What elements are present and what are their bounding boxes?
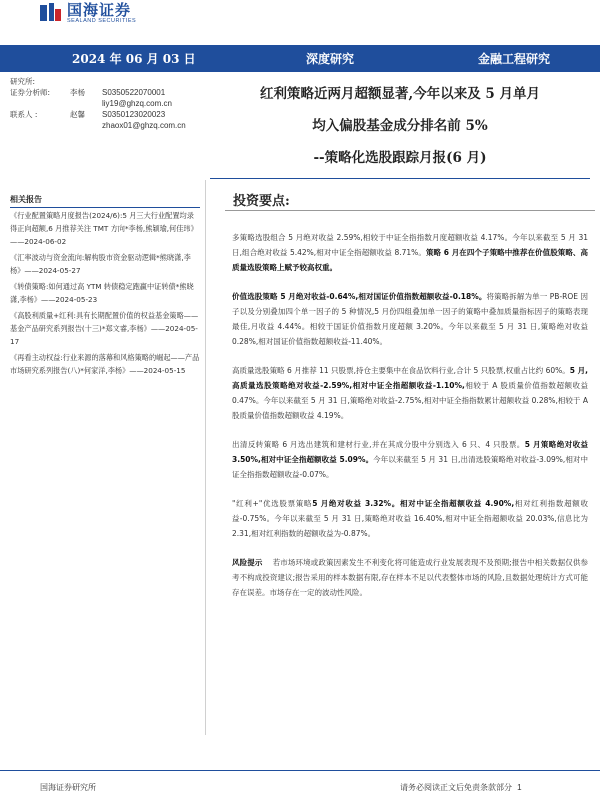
text-run: 多策略选股组合 5 月绝对收益 2.59%,相较于中证全指指数月度超额收益 4.17%。今年以来截至 5 月 31 日,组合绝对收益 5.42%,相对中证全指超额收益 8.71%。 <box>232 233 588 257</box>
header-banner <box>0 45 600 72</box>
analyst-label: 证券分析师: <box>10 88 51 97</box>
text-run: 出清反转策略 6 月选出建筑和建材行业,并在其成分股中分别选入 6 只、4 只股票。 <box>232 440 525 449</box>
logo-mark-icon <box>40 3 62 23</box>
analyst-name: 李杨 <box>70 88 85 97</box>
page-number: 1 <box>517 783 522 792</box>
text-run-bold: 5 月,高质量选股策略绝对收益-2.59%,相对中证全指超额收益-1.10%, <box>232 366 588 390</box>
column-divider <box>205 180 206 735</box>
text-run-bold: 5 月策略绝对收益 3.50%,相对中证全指超额收益 5.09%。 <box>232 440 588 464</box>
text-run: 高质量选股策略 6 月推荐 11 只股票,持仓主要集中在食品饮料行业,合计 5 只股票,权重占比约 60%。 <box>232 366 570 375</box>
analyst-cert: S0350123020023 <box>102 110 166 119</box>
analyst-row <box>10 109 200 120</box>
report-body <box>232 230 588 614</box>
analyst-block <box>10 76 200 131</box>
risk-label: 风险提示 <box>232 558 263 567</box>
footer-institute: 国海证券研究所 <box>40 783 96 792</box>
related-reports-heading: 相关报告 <box>10 194 200 208</box>
analyst-email[interactable]: zhaox01@ghzq.com.cn <box>102 121 186 130</box>
brand-name-cn: 国海证券 <box>67 1 132 19</box>
title-line-3: --策略化选股跟踪月报(6 月) <box>313 150 487 166</box>
title-line-1: 红利策略近两月超额显著,今年以来及 5 月单月 <box>260 86 540 102</box>
brand-name-en: SEALAND SECURITIES <box>67 18 137 24</box>
paragraph-quality-strategy <box>232 363 588 423</box>
analyst-row <box>10 87 200 98</box>
report-date: 2024 年 06 月 03 日 <box>72 52 196 66</box>
risk-text: 若市场环境或政策因素发生不利变化将可能造成行业发展表现不及预期;报告中相关数据仅供参考不构成投资建议;报告采用的样本数据有限,存在样本不足以代表整体市场的风险,且数据处理统计方式可能存在误差。市场存在一定的波动性风险。 <box>232 558 588 597</box>
brand-logo <box>40 2 136 24</box>
text-run-bold: 策略 6 月在四个子策略中推荐在价值股策略、高质量选股策略上赋予较高权重。 <box>232 248 588 272</box>
text-run: 相较于 A 股质量价值指数超额收益 0.47%。今年以来截至 5 月 31 日,策略绝对收益-2.75%,相对中证全指指数累计超额收益 0.28%,相较于 A 股质量价值指数超额收益 4.19%。 <box>232 381 588 420</box>
section-heading: 投资要点: <box>233 194 290 209</box>
analyst-label: 联系人 : <box>10 110 38 119</box>
paragraph-risk-warning <box>232 555 588 600</box>
paragraph-multi-strategy <box>232 230 588 275</box>
related-report-item[interactable]: 《汇率波动与资金流向:解构股市资金驱动逻辑*熊晓潇,李杨》——2024-05-27 <box>10 253 191 275</box>
text-run-bold: 价值选股策略 5 月绝对收益-0.64%,相对国证价值指数超额收益-0.18%。 <box>232 292 487 301</box>
text-run: 相对红利指数超额收益-0.75%。今年以来截至 5 月 31 日,策略绝对收益 16.40%,相对中证全指超额收益 20.03%,信息比为 2.31,相对红利指数的超额收益为-0.87%。 <box>232 499 588 538</box>
footer-disclaimer-text: 请务必阅读正文后免责条款部分 <box>400 783 512 792</box>
report-category: 金融工程研究 <box>478 52 551 66</box>
text-run: "红利+"优选股票策略 <box>232 499 313 508</box>
text-run-bold: 5 月绝对收益 3.32%。相对中证全指超额收益 4.90%, <box>312 499 515 508</box>
paragraph-value-strategy <box>232 289 588 349</box>
related-reports-list <box>10 209 200 377</box>
related-report-item[interactable]: 《行业配置策略月度报告(2024/6):5 月三大行业配置均录得正向超额,6 月推荐关注 TMT 方向*李杨,熊颖瑜,何佳玮》——2024-06-02 <box>10 211 198 246</box>
paragraph-dividend-strategy <box>232 496 588 541</box>
analyst-cert: S0350522070001 <box>102 88 166 97</box>
text-run: 今年以来截至 5 月 31 日,出清选股策略绝对收益-3.09%,相对中证全指指数超额收益-0.07%。 <box>232 455 588 479</box>
paragraph-reversal-strategy <box>232 437 588 482</box>
related-report-item[interactable]: 《再看主动权益:行业来源的落幕和风格策略的崛起——产品市场研究系列报告(八)*何家洋,李杨》——2024-05-15 <box>10 353 200 375</box>
research-institute-label: 研究所: <box>10 77 36 86</box>
section-divider <box>225 210 595 211</box>
analyst-email[interactable]: liy19@ghzq.com.cn <box>102 99 172 108</box>
related-report-item[interactable]: 《高股利质量+红利:具有长期配置价值的权益基金策略——基金产品研究系列报告(十三)*郑文睿,李杨》——2024-05-17 <box>10 311 199 346</box>
text-run: 将策略拆解为单一 PB-ROE 因子以及分别叠加四个单一因子的 5 种情况,5 月份四组叠加单一因子的策略中叠加质量指标因子的策略表现最佳,月收益 4.44%。相较于国证价值指数月度超额 3.20%。今年以来截至 5 月 31 日,策略绝对收益 0.28%,相对国证价值指数超额收益-11.40%。 <box>232 292 589 346</box>
footer-divider <box>0 770 600 771</box>
footer-disclaimer <box>400 782 522 793</box>
title-divider <box>210 178 590 179</box>
title-line-2: 均入偏股基金成分排名前 5% <box>312 118 488 134</box>
report-type: 深度研究 <box>306 52 355 66</box>
report-title <box>210 78 590 174</box>
related-report-item[interactable]: 《转债策略:如何通过高 YTM 转债稳定跑赢中证转债*熊晓潇,李杨》——2024-05-23 <box>10 282 194 304</box>
analyst-name: 赵馨 <box>70 110 85 119</box>
